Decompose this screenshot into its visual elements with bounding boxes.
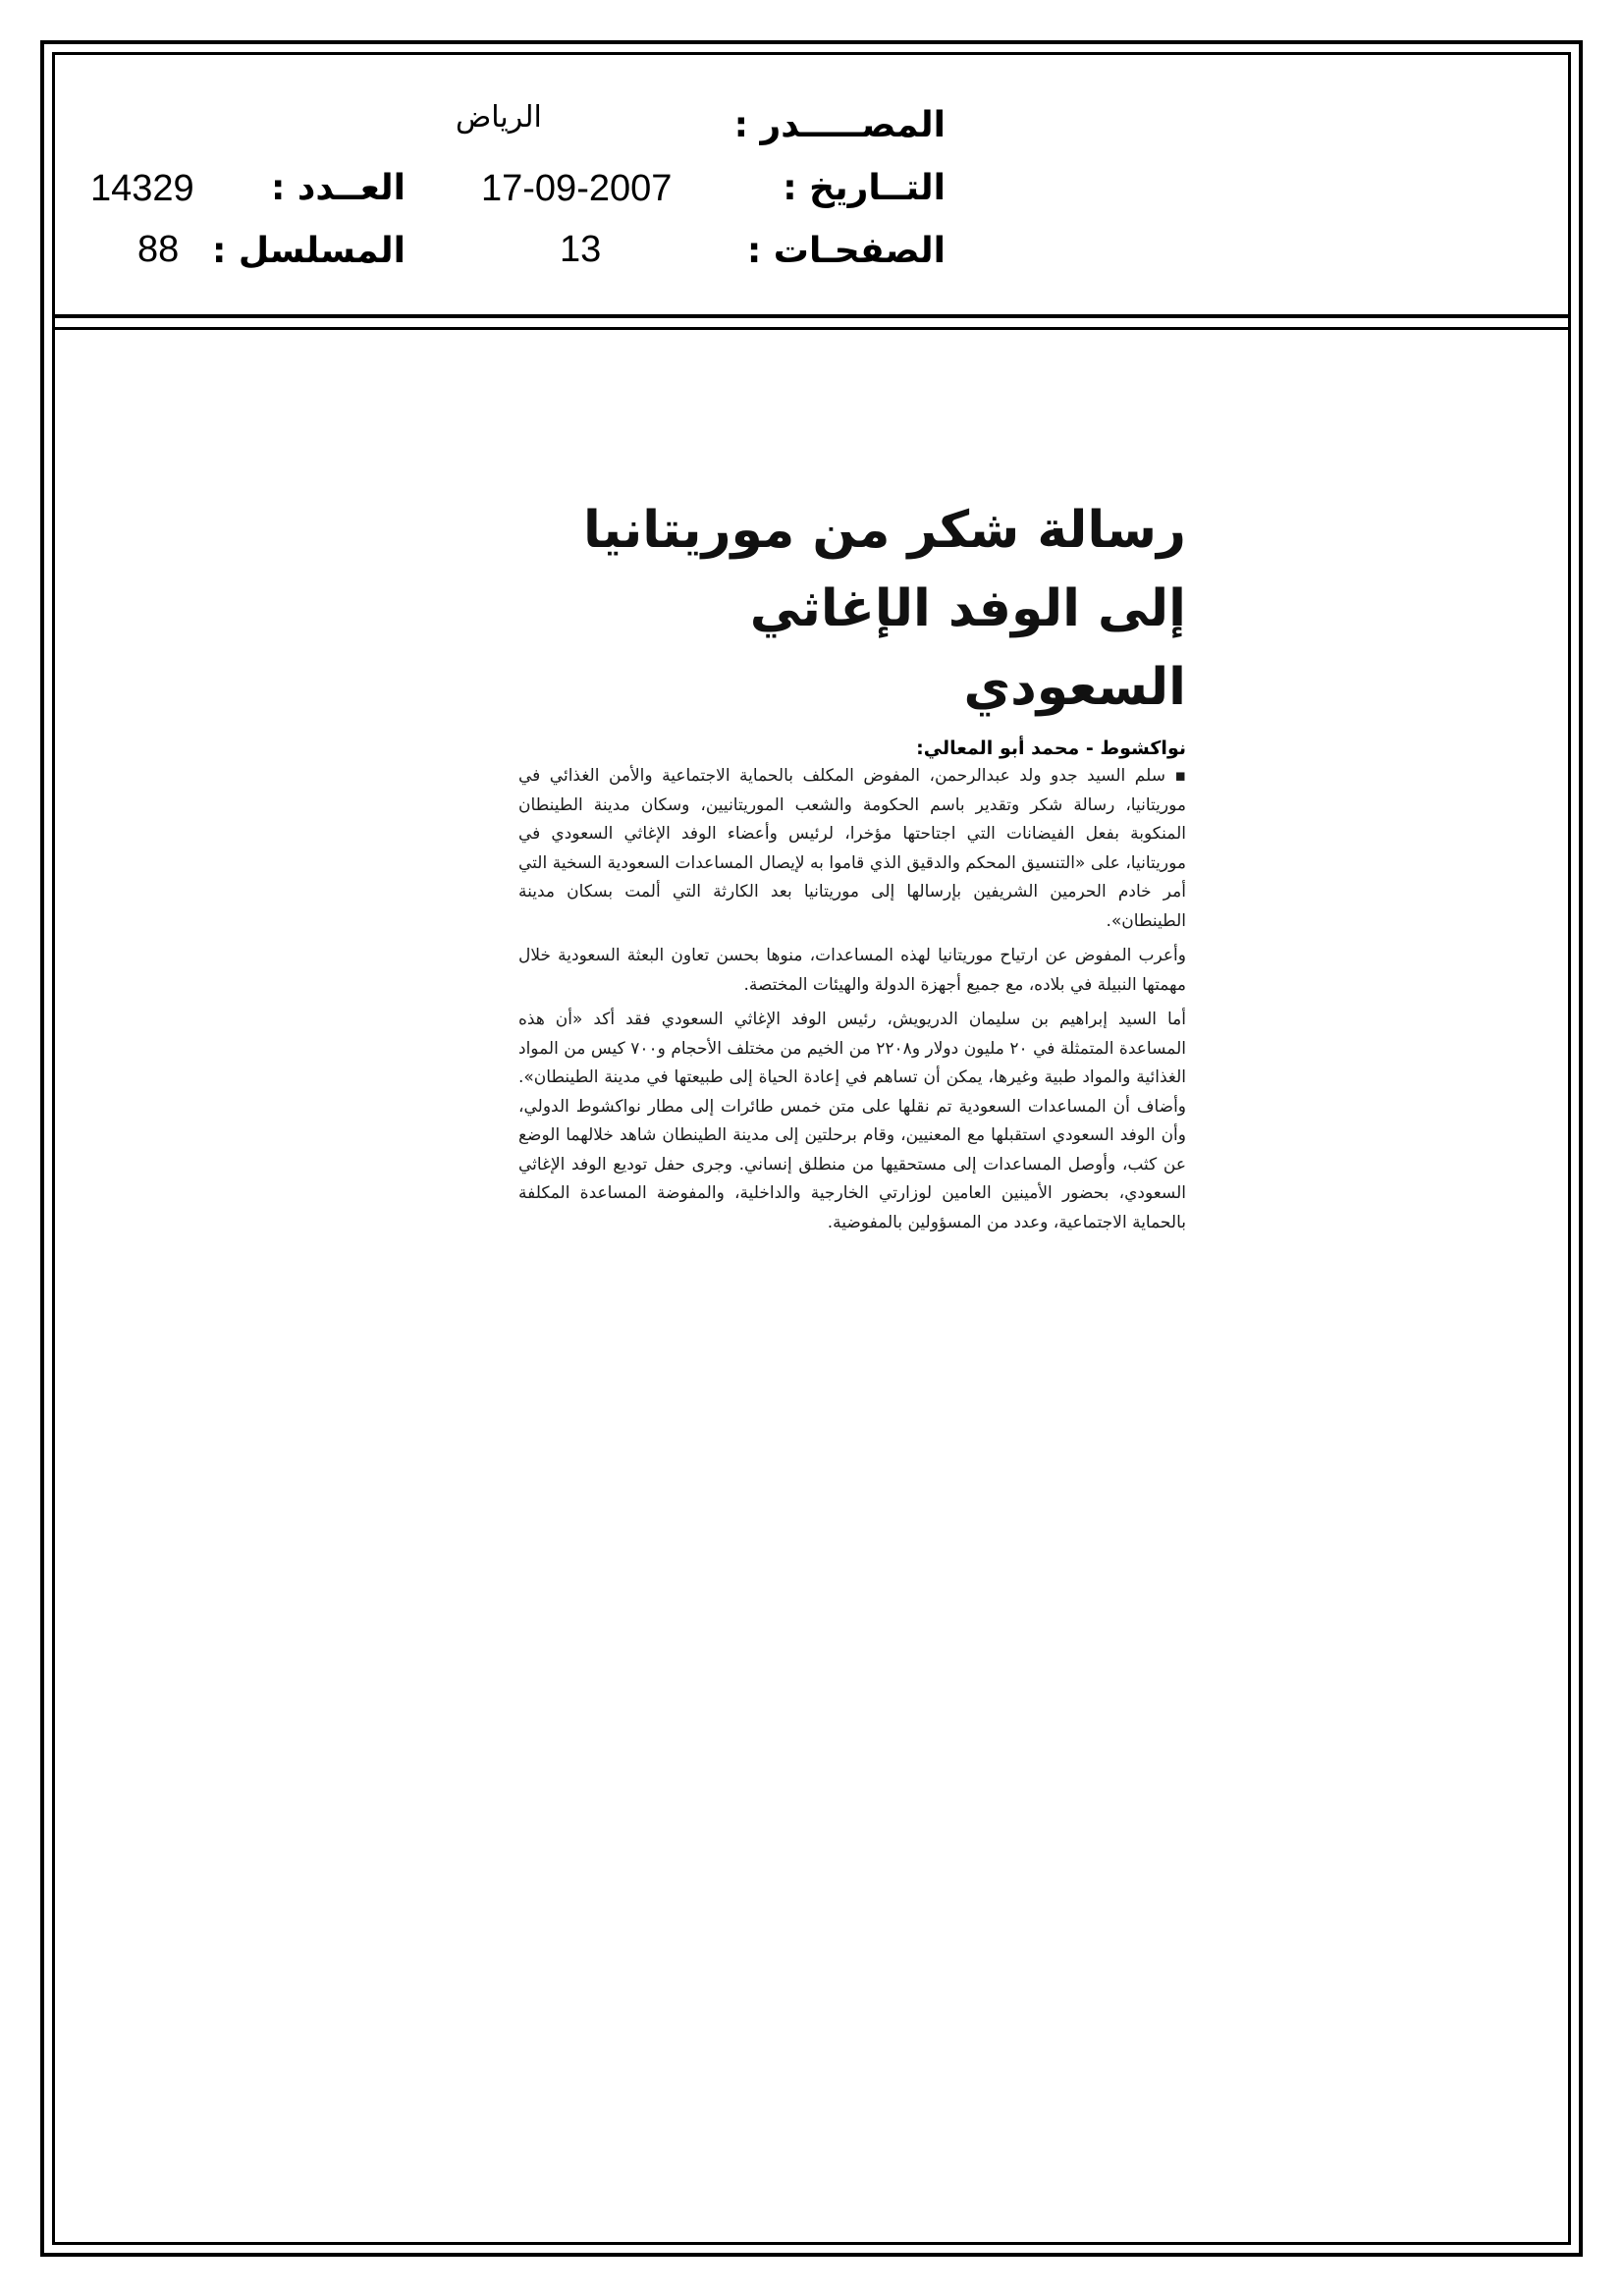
article-paragraph: ▪ سلم السيد جدو ولد عبدالرحمن، المفوض المكلف بالحماية الاجتماعية والأمن الغذائي في موريتانيا، رسالة شكر وتقدير باسم الحكومة والشعب الموريتانيين، وسكان مدينة الطينطان المنكوبة بفعل الفيضانات التي اجتاحتها مؤخرا، لرئيس وأعضاء الوفد الإغاثي السعودي في موريتانيا، على «التنسيق المحكم والدقيق الذي قاموا به لإيصال المساعدات السعودية السخية التي أمر خادم الحرمين الشريفين بإرسالها إلى موريتانيا بعد الكارثة التي ألمت بسكان مدينة الطينطان».	[518, 766, 1186, 931]
date-label: التــاريخ :	[783, 168, 946, 208]
serial-value: 88	[137, 229, 180, 270]
header-divider	[52, 314, 1571, 318]
date-value: 17-09-2007	[481, 168, 673, 209]
article-byline: نواكشوط - محمد أبو المعالي:	[916, 738, 1186, 759]
pages-label: الصفحـات :	[746, 231, 946, 271]
source-value: الرياض	[456, 100, 542, 135]
pages-value: 13	[560, 229, 602, 270]
article-clipping	[518, 491, 1186, 1237]
article-paragraph: أما السيد إبراهيم بن سليمان الدريويش، رئيس الوفد الإغاثي السعودي فقد أكد «أن هذه المساعدة المتمثلة في ٢٠ مليون دولار و٢٢٠٨ من الخيم من مختلف الأحجام و٧٠٠ كيس من المواد الغذائية والمواد طبية وغيرها، يمكن أن تساهم في إعادة الحياة إلى طبيعتها في مدينة الطينطان». وأضاف أن المساعدات السعودية تم نقلها على متن خمس طائرات إلى مطار نواكشوط الدولي، وأن الوفد السعودي استقبلها مع المعنيين، وقام برحلتين إلى مدينة الطينطان شاهد خلالهما الوضع عن كثب، وأوصل المساعدات إلى مستحقيها من منطلق إنساني. وجرى حفل توديع الوفد الإغاثي السعودي، بحضور الأمينين العامين لوزارتي الخارجية والداخلية، والمفوضة المساعدة المكلفة بالحماية الاجتماعية، وعدد من المسؤولين بالمفوضية.	[518, 1010, 1186, 1232]
article-headline: رسالة شكر من موريتانيا إلى الوفد الإغاثي السعودي	[583, 501, 1186, 717]
header-divider-inner	[52, 327, 1571, 330]
serial-label: المسلسل :	[211, 231, 406, 271]
issue-value: 14329	[90, 168, 194, 209]
article-paragraph: وأعرب المفوض عن ارتياح موريتانيا لهذه المساعدات، منوها بحسن تعاون البعثة السعودية خلال مهمتها النبيلة في بلاده، مع جميع أجهزة الدولة والهيئات المختصة.	[518, 946, 1186, 995]
source-label: المصـــــدر :	[733, 105, 946, 145]
issue-label: العــدد :	[271, 168, 406, 208]
